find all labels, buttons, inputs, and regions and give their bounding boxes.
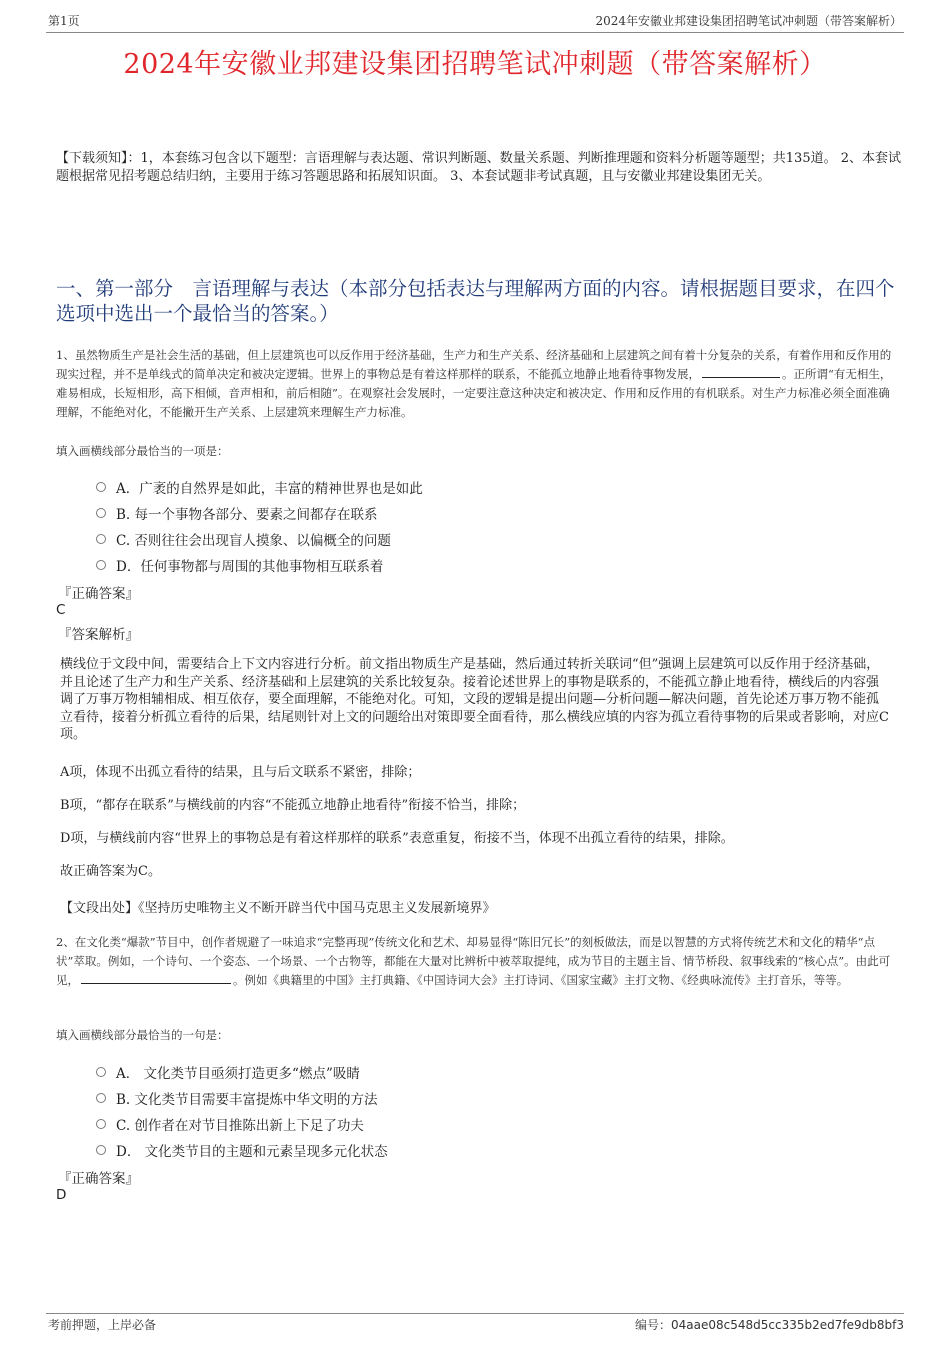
question-2-option-c[interactable]: [96, 1114, 364, 1134]
question-1-source: 【文段出处】《坚持历史唯物主义不断开辟当代中国马克思主义发展新境界》: [60, 901, 496, 916]
question-2-option-a[interactable]: [96, 1062, 360, 1082]
option-label: C. 否则往往会出现盲人摸象、以偏概全的问题: [116, 533, 391, 549]
radio-button-icon[interactable]: [96, 1119, 106, 1129]
header-page-number: 第1页: [48, 14, 80, 28]
question-1-option-b[interactable]: [96, 503, 378, 523]
option-label: B. 文化类节目需要丰富提炼中华文明的方法: [116, 1092, 378, 1108]
footer-code-label: 编号：: [635, 1318, 672, 1332]
question-1-prompt: 填入画横线部分最恰当的一项是：: [56, 444, 229, 458]
radio-button-icon[interactable]: [96, 560, 106, 570]
radio-button-icon[interactable]: [96, 1145, 106, 1155]
option-label: A．广袤的自然界是如此，丰富的精神世界也是如此: [116, 481, 423, 497]
option-label: A． 文化类节目亟须打造更多“燃点”吸睛: [116, 1066, 360, 1082]
footer-code-value: 04aae08c548d5cc335b2ed7fe9db8bf3: [671, 1318, 904, 1332]
question-1-text-after: 。正所谓“有无相生，难易相成，长短相形，高下相倾，音声相和，前后相随”。在观察社会发展时，一定要注意这种决定和被决定、作用和反作用的有机联系。对生产力标准必须全面准确理解，不能绝对化，不能撇开生产关系、上层建筑来理解生产力标准。: [56, 367, 892, 419]
question-1-note-d: D项，与横线前内容“世界上的事物总是有着这样那样的联系”表意重复，衔接不当，体现不出孤立看待的结果，排除。: [60, 831, 734, 846]
question-1-option-a[interactable]: [96, 477, 423, 497]
question-1-option-c[interactable]: [96, 529, 391, 549]
question-1-option-d[interactable]: [96, 555, 383, 575]
question-1-answer: C: [56, 602, 66, 618]
page-title: 2024年安徽业邦建设集团招聘笔试冲刺题（带答案解析）: [123, 49, 827, 80]
radio-button-icon[interactable]: [96, 508, 106, 518]
question-2-answer-label: 『正确答案』: [58, 1171, 139, 1187]
question-1-note-b: B项，“都存在联系”与横线前的内容“不能孤立地静止地看待”衔接不恰当，排除；: [60, 798, 526, 813]
question-2-text-after: 。例如《典籍里的中国》主打典籍、《中国诗词大会》主打诗词、《国家宝藏》主打文物、《经典咏流传》主打音乐，等等。: [233, 973, 849, 987]
question-1-answer-label: 『正确答案』: [58, 586, 139, 602]
question-2-text-before: 2、在文化类“爆款”节目中，创作者规避了一味追求“完整再现”传统文化和艺术、却易显得“陈旧冗长”的刻板做法，而是以智慧的方式将传统艺术和文化的精华“点状”萃取。例如，一个诗句、一个姿态、一个场景、一个古物等，都能在大量对比辨析中被萃取提纯，成为节目的主题主旨、情节桥段、叙事线索的“核心点”。由此可见，: [56, 935, 891, 987]
question-1-text-before: 1、虽然物质生产是社会生活的基础，但上层建筑也可以反作用于经济基础，生产力和生产关系、经济基础和上层建筑之间有着十分复杂的关系，有着作用和反作用的现实过程，并不是单线式的简单决定和被决定逻辑。世界上的事物总是有着这样那样的联系，不能孤立地静止地看待事物发展，: [56, 348, 892, 381]
question-1-note-a: A项，体现不出孤立看待的结果，且与后文联系不紧密，排除；: [60, 765, 421, 780]
option-label: B. 每一个事物各部分、要素之间都存在联系: [116, 507, 378, 523]
radio-button-icon[interactable]: [96, 1067, 106, 1077]
question-2-prompt: 填入画横线部分最恰当的一句是：: [56, 1028, 229, 1042]
question-1-analysis-label: 『答案解析』: [58, 627, 139, 643]
option-label: D．任何事物都与周围的其他事物相互联系着: [116, 559, 384, 575]
question-2-blank: [81, 971, 231, 984]
radio-button-icon[interactable]: [96, 482, 106, 492]
radio-button-icon[interactable]: [96, 1093, 106, 1103]
question-1-text: [56, 346, 901, 422]
question-2-text: [56, 933, 901, 990]
option-label: D． 文化类节目的主题和元素呈现多元化状态: [116, 1144, 388, 1160]
question-1-blank: [702, 365, 780, 378]
header-divider: [46, 32, 904, 33]
download-notice: 【下载须知】：1，本套练习包含以下题型：言语理解与表达题、常识判断题、数量关系题、判断推理题和资料分析题等题型；共135道。 2、本套试题根据常见招考题总结归纳，主要用于练习答题思路和拓展知识面。 3、本套试题非考试真题，且与安徽业邦建设集团无关。: [56, 151, 901, 184]
header-doc-title: 2024年安徽业邦建设集团招聘笔试冲刺题（带答案解析）: [595, 14, 902, 28]
question-2-option-b[interactable]: [96, 1088, 378, 1108]
footer-code: [635, 1316, 904, 1333]
question-1-conclusion: 故正确答案为C。: [60, 864, 161, 879]
option-label: C. 创作者在对节目推陈出新上下足了功夫: [116, 1118, 364, 1134]
section-title: 一、第一部分 言语理解与表达（本部分包括表达与理解两方面的内容。请根据题目要求，在四个选项中选出一个最恰当的答案。）: [56, 277, 895, 325]
question-2-option-d[interactable]: [96, 1140, 388, 1160]
question-2-answer: D: [56, 1187, 67, 1203]
footer-divider: [46, 1313, 904, 1314]
footer-slogan: 考前押题，上岸必备: [48, 1318, 157, 1332]
question-1-analysis: 横线位于文段中间，需要结合上下文内容进行分析。前文指出物质生产是基础，然后通过转折关联词“但”强调上层建筑可以反作用于经济基础，并且论述了生产力和生产关系、经济基础和上层建筑的关系比较复杂。接着论述世界上的事物是联系的，不能孤立静止地看待，横线后的内容强调了万事万物相辅相成、相互依存，要全面理解，不能绝对化。可知，文段的逻辑是提出问题—分析问题—解决问题，首先论述万事万物不能孤立看待，接着分析孤立看待的后果，结尾则针对上文的问题给出对策即要全面看待，那么横线应填的内容为孤立看待事物的后果或者影响，对应C项。: [60, 657, 889, 742]
radio-button-icon[interactable]: [96, 534, 106, 544]
